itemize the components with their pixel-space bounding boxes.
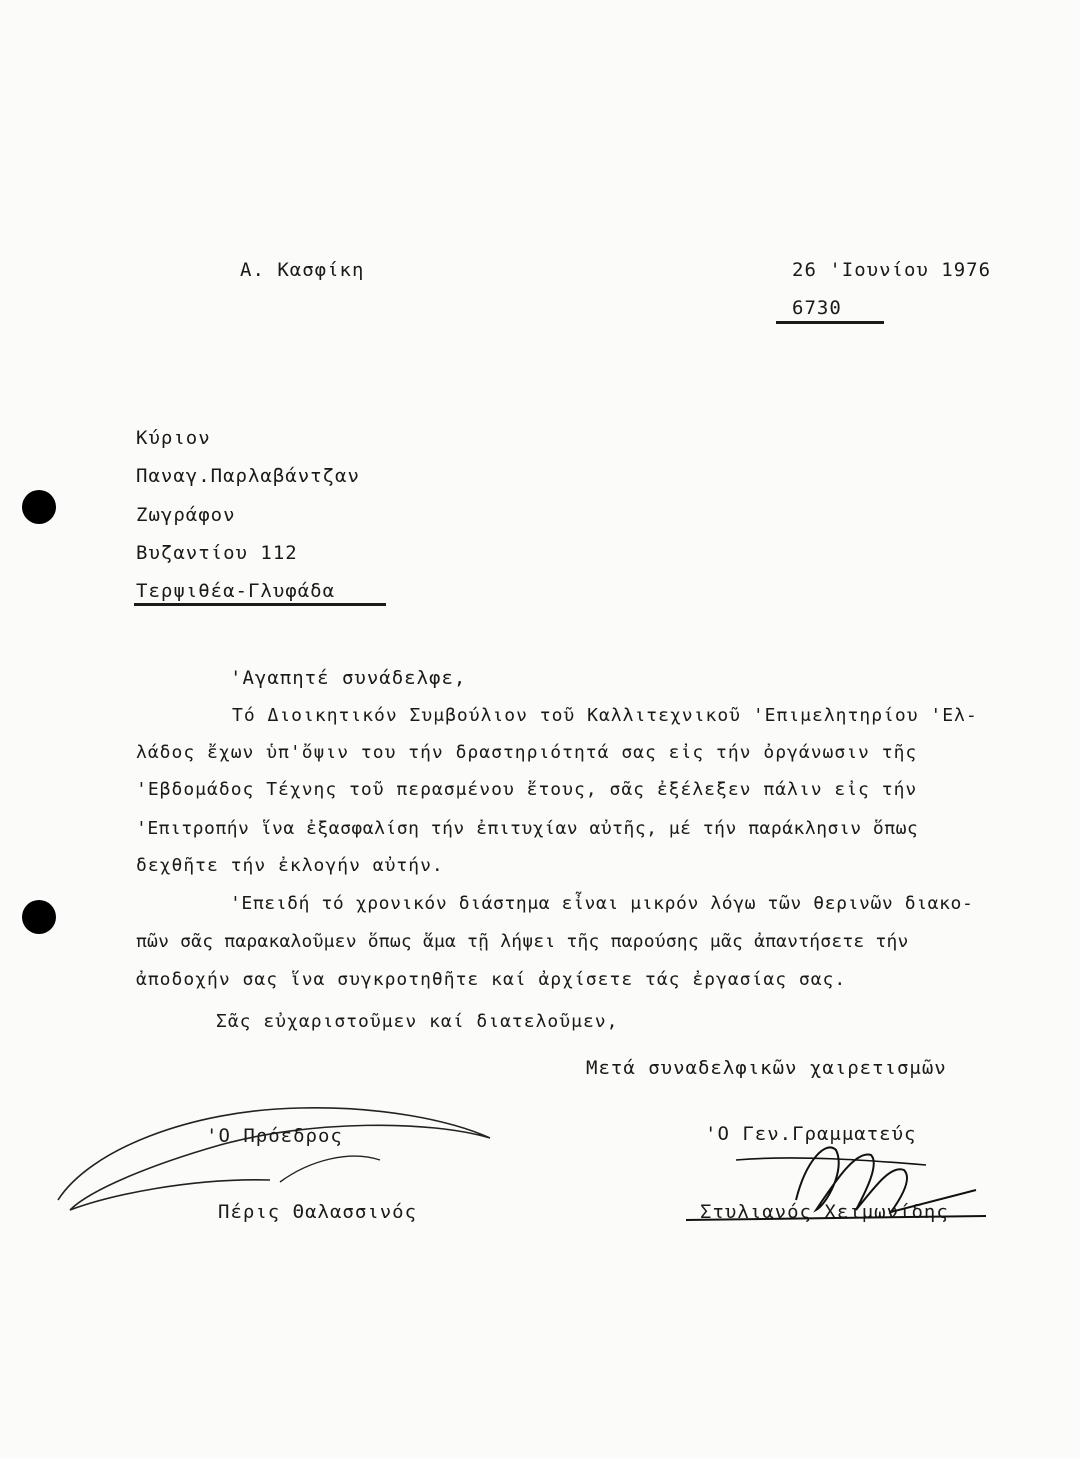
closing-phrase: Μετά συναδελφικῶν χαιρετισμῶν xyxy=(586,1057,947,1079)
secretary-signature xyxy=(676,1130,996,1240)
addressee-profession: Ζωγράφον xyxy=(136,504,236,526)
address-underline xyxy=(134,603,386,606)
addressee-city: Τερψιθέα-Γλυφάδα xyxy=(136,580,336,602)
reference-underline xyxy=(776,321,884,324)
greeting: 'Αγαπητέ συνάδελφε, xyxy=(230,667,467,689)
body-line: Τό Διοικητικόν Συμβούλιον τοῦ Καλλιτεχνικοῦ 'Επιμελητηρίου 'Ελ- xyxy=(232,705,978,726)
left-signatory-title: 'Ο Πρόεδρος xyxy=(206,1125,343,1147)
left-signatory-name: Πέρις Θαλασσινός xyxy=(218,1201,418,1223)
body-line: Σᾶς εὐχαριστοῦμεν καί διατελοῦμεν, xyxy=(216,1011,619,1032)
punch-hole-bottom xyxy=(22,900,56,934)
body-line: 'Επειδή τό χρονικόν διάστημα εἶναι μικρόν λόγω τῶν θερινῶν διακο- xyxy=(230,893,974,914)
right-signatory-title: 'Ο Γεν.Γραμματεύς xyxy=(705,1123,917,1145)
punch-hole-top xyxy=(22,490,56,524)
body-line: 'Επιτροπήν ἵνα ἐξασφαλίση τήν ἐπιτυχίαν αὐτῆς, μέ τήν παράκλησιν ὅπως xyxy=(136,818,919,839)
letter-date: 26 'Ιουνίου 1976 xyxy=(792,259,992,281)
body-line: λάδος ἔχων ὑπ'ὄψιν του τήν δραστηριότητά σας εἰς τήν ὀργάνωσιν τῆς xyxy=(136,742,918,763)
addressee-name: Παναγ.Παρλαβάντζαν xyxy=(136,465,360,487)
body-line: πῶν σᾶς παρακαλοῦμεν ὅπως ἅμα τῇ λήψει τῆς παρούσης μᾶς ἀπαντήσετε τήν xyxy=(136,931,909,952)
right-signatory-name: Στυλιανός Χειμωνίδης xyxy=(700,1201,949,1223)
sender-initials: Α. Κασφίκη xyxy=(240,259,365,281)
president-signature xyxy=(50,1090,530,1230)
body-line: 'Εβδομάδος Τέχνης τοῦ περασμένου ἔτους, σᾶς ἐξέλεξεν πάλιν εἰς τήν xyxy=(136,779,918,800)
reference-number: 6730 xyxy=(792,297,842,319)
addressee-salutation-line: Κύριον xyxy=(136,427,211,449)
body-line: ἀποδοχήν σας ἵνα συγκροτηθῆτε καί ἀρχίσετε τάς ἐργασίας σας. xyxy=(136,969,847,990)
addressee-street: Βυζαντίου 112 xyxy=(136,542,298,564)
body-line: δεχθῆτε τήν ἐκλογήν αὐτήν. xyxy=(136,855,444,876)
